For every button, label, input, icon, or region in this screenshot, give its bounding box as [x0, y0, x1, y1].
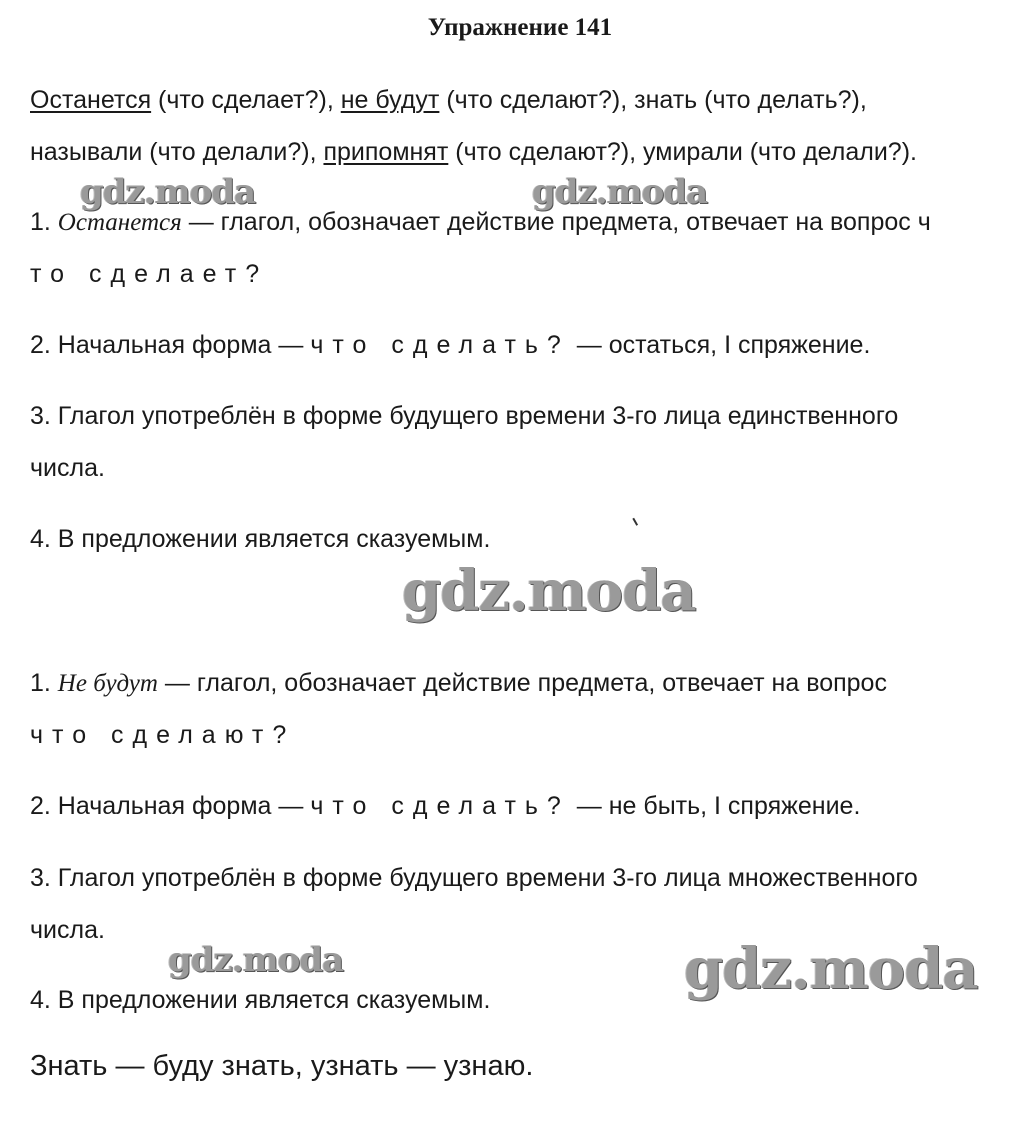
watermark: gdz.moda: [402, 558, 696, 624]
b2-question: что сделают?: [30, 721, 296, 749]
b1-text: — остаться, I спряжение.: [569, 331, 871, 359]
b2-text: — глагол, обозначает действие предмета, отвечает на вопрос: [157, 669, 887, 697]
stray-mark: [632, 516, 640, 525]
b2-point-3-cont: числа.: [30, 916, 105, 944]
watermark: gdz.moda: [80, 172, 256, 212]
b1-text: 2. Начальная форма —: [30, 331, 311, 359]
b1-point-1: [30, 210, 931, 235]
final-line: Знать — буду знать, узнать — узнаю.: [30, 1050, 534, 1082]
watermark: gdz.moda: [168, 940, 344, 980]
b1-point-2: [30, 333, 870, 358]
watermark: gdz.moda: [532, 172, 708, 212]
b1-point-3: 3. Глагол употреблён в форме будущего времени 3-го лица единственного: [30, 402, 899, 430]
b2-point-1: [30, 671, 887, 696]
intro-text: называли (что делали?),: [30, 138, 324, 166]
b2-text: 2. Начальная форма —: [30, 792, 311, 820]
b1-question: то сделает?: [30, 260, 269, 288]
b1-text: — глагол, обозначает действие предмета, отвечает на вопрос ч: [181, 208, 931, 236]
intro-text: (что сделают?), умирали (что делали?).: [448, 138, 917, 166]
intro-line-1: [30, 88, 867, 113]
b2-text: — не быть, I спряжение.: [569, 792, 861, 820]
b1-point-3-cont: числа.: [30, 454, 105, 482]
exercise-title: Упражнение 141: [427, 14, 613, 41]
intro-line-2: [30, 140, 917, 165]
b2-spaced-question: что сделать?: [310, 792, 570, 820]
intro-text: (что сделает?),: [151, 86, 341, 114]
b1-point-4: 4. В предложении является сказуемым.: [30, 525, 491, 553]
intro-word-ne-budut: не будут: [340, 86, 440, 114]
b1-spaced-question: что сделать?: [310, 331, 570, 359]
b2-point-3: 3. Глагол употреблён в форме будущего времени 3-го лица множественного: [30, 864, 918, 892]
b2-num: 1.: [30, 669, 58, 697]
b2-point-2: [30, 794, 860, 819]
b2-word: Не будут: [57, 670, 158, 697]
intro-word-pripomnyat: припомнят: [323, 138, 449, 166]
b1-num: 1.: [30, 208, 58, 236]
b1-word: Останется: [57, 209, 182, 236]
b2-point-4: 4. В предложении является сказуемым.: [30, 986, 491, 1014]
intro-word-ostanetsya: Останется: [30, 86, 152, 114]
intro-text: (что сделают?), знать (что делать?),: [439, 86, 867, 114]
watermark: gdz.moda: [684, 936, 978, 1002]
